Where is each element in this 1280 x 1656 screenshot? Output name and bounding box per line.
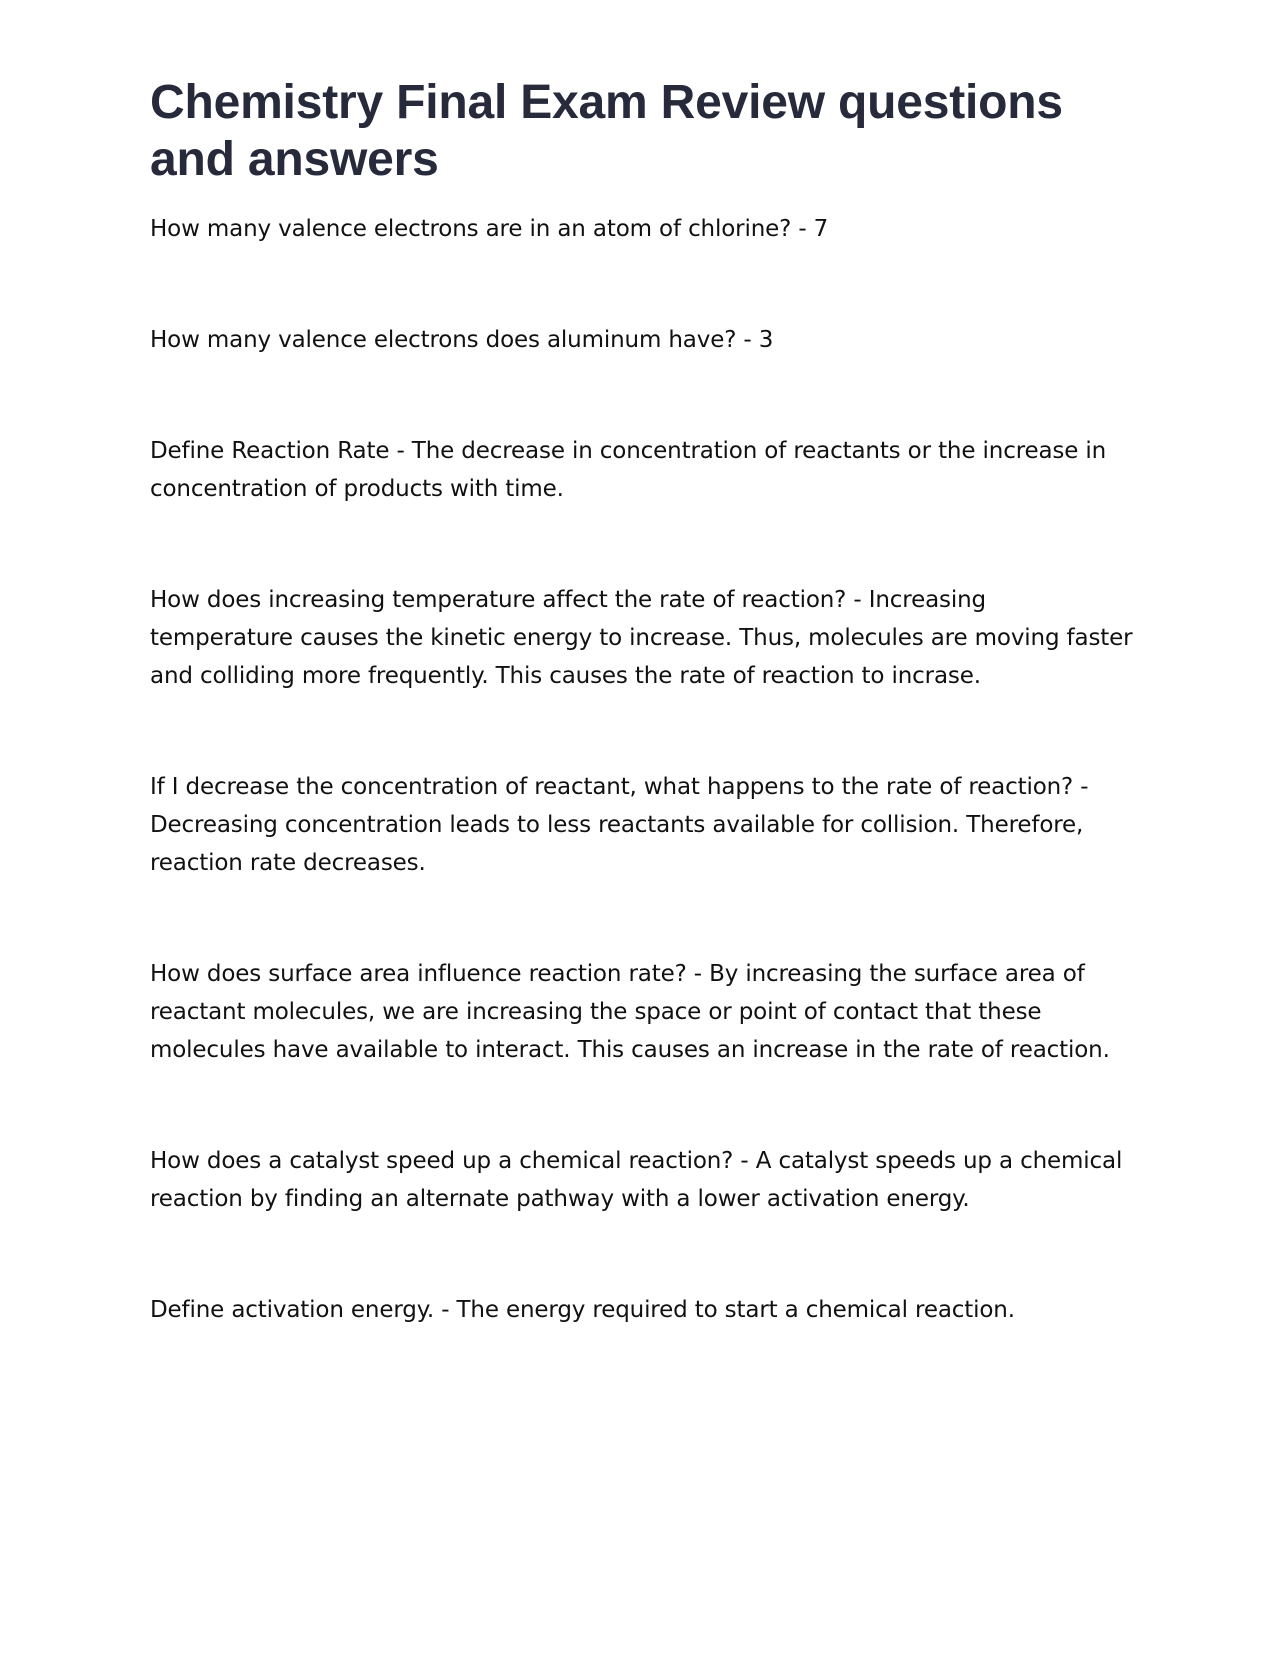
qa-item-reaction-rate: Define Reaction Rate - The decrease in concentration of reactants or the increase in concentration of products with time.: [150, 438, 1107, 502]
qa-item-valence-chlorine: How many valence electrons are in an atom of chlorine? - 7: [150, 216, 829, 242]
qa-item-surface-area: How does surface area influence reaction rate? - By increasing the surface area of reactant molecules, we are increasing the space or point of contact that these molecules have available to interact. This causes an increase in the rate of reaction.: [150, 961, 1110, 1063]
qa-item-catalyst: How does a catalyst speed up a chemical reaction? - A catalyst speeds up a chemical reaction by finding an alternate pathway with a lower activation energy.: [150, 1148, 1123, 1212]
qa-list: [150, 210, 1135, 1329]
qa-item-temperature: How does increasing temperature affect the rate of reaction? - Increasing temperature causes the kinetic energy to increase. Thus, molecules are moving faster and colliding more frequently. This causes the rate of reaction to incrase.: [150, 587, 1133, 689]
qa-item-concentration: If I decrease the concentration of reactant, what happens to the rate of reaction? - Decreasing concentration leads to less reactants available for collision. Therefore, reaction rate decreases.: [150, 774, 1089, 876]
qa-item-valence-aluminum: How many valence electrons does aluminum have? - 3: [150, 327, 774, 353]
document-body: [150, 74, 1135, 1329]
page-title: Chemistry Final Exam Review questions and answers: [150, 76, 1063, 186]
qa-item-activation-energy: Define activation energy. - The energy required to start a chemical reaction.: [150, 1297, 1015, 1323]
